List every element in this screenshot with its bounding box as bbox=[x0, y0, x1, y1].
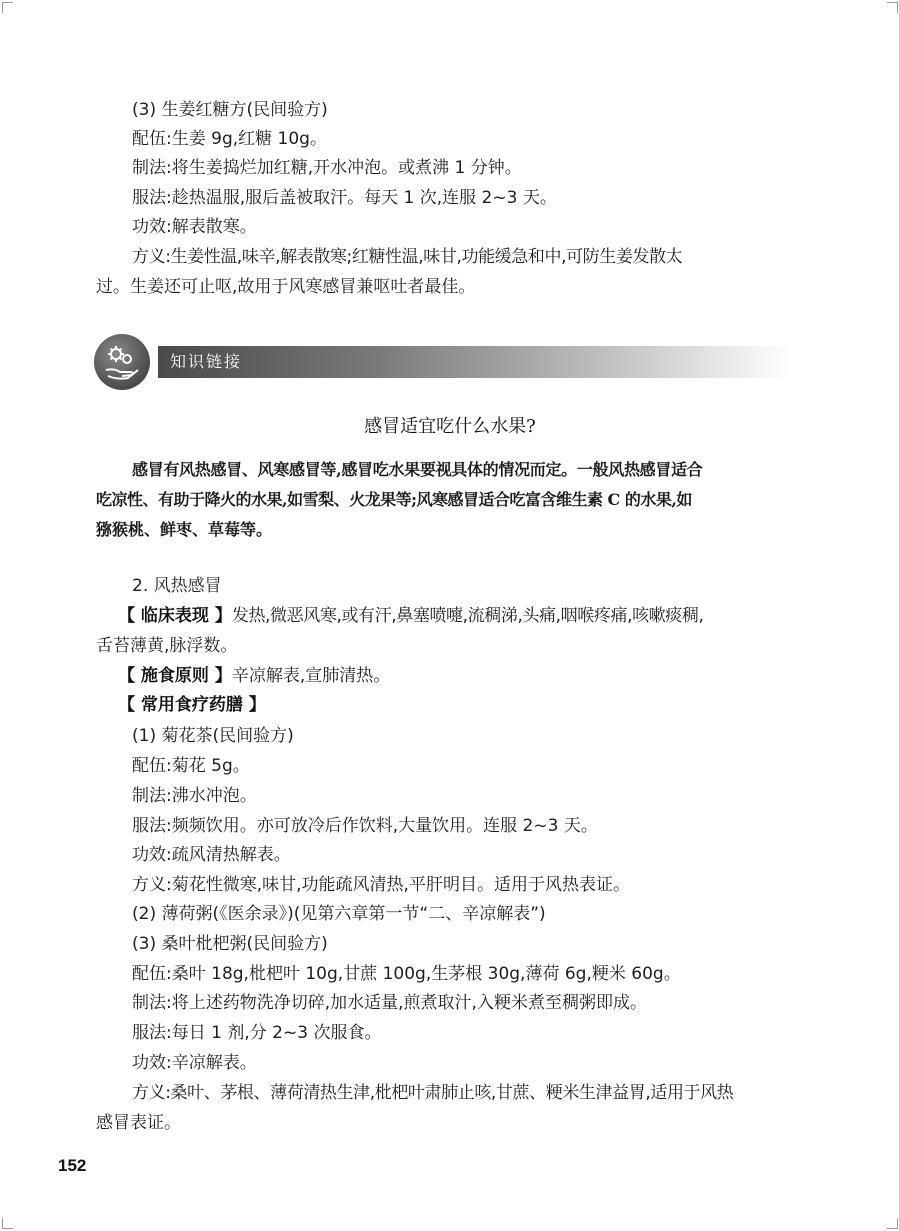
knowledge-link-bar bbox=[158, 346, 790, 378]
crop-mark bbox=[887, 2, 898, 13]
recipe-method: 制法:将生姜捣烂加红糖,开水冲泡。或煮沸 1 分钟。 bbox=[132, 158, 522, 178]
recipe-usage: 服法:频频饮用。亦可放冷后作饮料,大量饮用。连服 2~3 天。 bbox=[132, 816, 598, 836]
knowledge-link-label: 知识链接 bbox=[170, 352, 243, 371]
recipe-explanation: 方义:桑叶、茅根、薄荷清热生津,枇杷叶肃肺止咳,甘蔗、粳米生津益胃,适用于风热 bbox=[132, 1083, 734, 1103]
recipe-ingredients: 配伍:生姜 9g,红糖 10g。 bbox=[132, 129, 327, 149]
crop-mark bbox=[2, 2, 13, 13]
recipe-usage: 服法:每日 1 剂,分 2~3 次服食。 bbox=[132, 1023, 382, 1043]
recipe-effect: 功效:辛凉解表。 bbox=[132, 1053, 257, 1073]
knowledge-link-body: 感冒有风热感冒、风寒感冒等,感冒吃水果要视具体的情况而定。一般风热感冒适合 bbox=[132, 460, 703, 479]
recipe-title: (3) 桑叶枇杷粥(民间验方) bbox=[132, 934, 328, 954]
gear-hand-icon bbox=[94, 334, 150, 390]
knowledge-link-title: 感冒适宜吃什么水果? bbox=[364, 416, 536, 437]
recipe-method: 制法:沸水冲泡。 bbox=[132, 786, 257, 806]
recipe-usage: 服法:趁热温服,服后盖被取汗。每天 1 次,连服 2~3 天。 bbox=[132, 188, 557, 208]
clinical-label: 【 临床表现 】 bbox=[118, 606, 232, 626]
recipes-label: 【 常用食疗药膳 】 bbox=[118, 695, 266, 715]
principle-label: 【 施食原则 】 bbox=[118, 666, 232, 686]
recipe-explanation-cont: 过。生姜还可止呕,故用于风寒感冒兼呕吐者最佳。 bbox=[96, 277, 476, 297]
recipe-effect: 功效:解表散寒。 bbox=[132, 217, 257, 237]
knowledge-link-body: 猕猴桃、鲜枣、草莓等。 bbox=[96, 520, 273, 539]
crop-mark bbox=[2, 1218, 13, 1229]
knowledge-link-body: 吃凉性、有助于降火的水果,如雪梨、火龙果等;风寒感冒适合吃富含维生素 C 的水果,如 bbox=[96, 490, 692, 509]
recipe-method: 制法:将上述药物洗净切碎,加水适量,煎煮取汁,入粳米煮至稠粥即成。 bbox=[132, 993, 647, 1013]
recipe-title: (3) 生姜红糖方(民间验方) bbox=[132, 100, 328, 120]
clinical-paragraph bbox=[118, 606, 703, 626]
recipe-ingredients: 配伍:桑叶 18g,枇杷叶 10g,甘蔗 100g,生茅根 30g,薄荷 6g,粳米 60g。 bbox=[132, 964, 681, 984]
crop-mark bbox=[887, 1218, 898, 1229]
knowledge-link-banner bbox=[94, 334, 790, 390]
clinical-text: 发热,微恶风寒,或有汗,鼻塞喷嚏,流稠涕,头痛,咽喉疼痛,咳嗽痰稠, bbox=[231, 606, 704, 626]
recipe-title: (1) 菊花茶(民间验方) bbox=[132, 726, 294, 746]
recipe-title: (2) 薄荷粥(《医余录》)(见第六章第一节“二、辛凉解表”) bbox=[132, 904, 546, 924]
principle-text: 辛凉解表,宣肺清热。 bbox=[231, 666, 391, 686]
principle-paragraph bbox=[118, 666, 390, 686]
recipe-ingredients: 配伍:菊花 5g。 bbox=[132, 756, 250, 776]
page-number: 152 bbox=[58, 1156, 87, 1175]
section-heading: 2. 风热感冒 bbox=[132, 576, 222, 596]
recipe-explanation: 方义:菊花性微寒,味甘,功能疏风清热,平肝明目。适用于风热表证。 bbox=[132, 875, 630, 895]
clinical-text-cont: 舌苔薄黄,脉浮数。 bbox=[96, 636, 238, 656]
recipe-effect: 功效:疏风清热解表。 bbox=[132, 845, 291, 865]
recipe-explanation: 方义:生姜性温,味辛,解表散寒;红糖性温,味甘,功能缓急和中,可防生姜发散太 bbox=[132, 247, 683, 267]
recipe-explanation-cont: 感冒表证。 bbox=[96, 1113, 181, 1133]
